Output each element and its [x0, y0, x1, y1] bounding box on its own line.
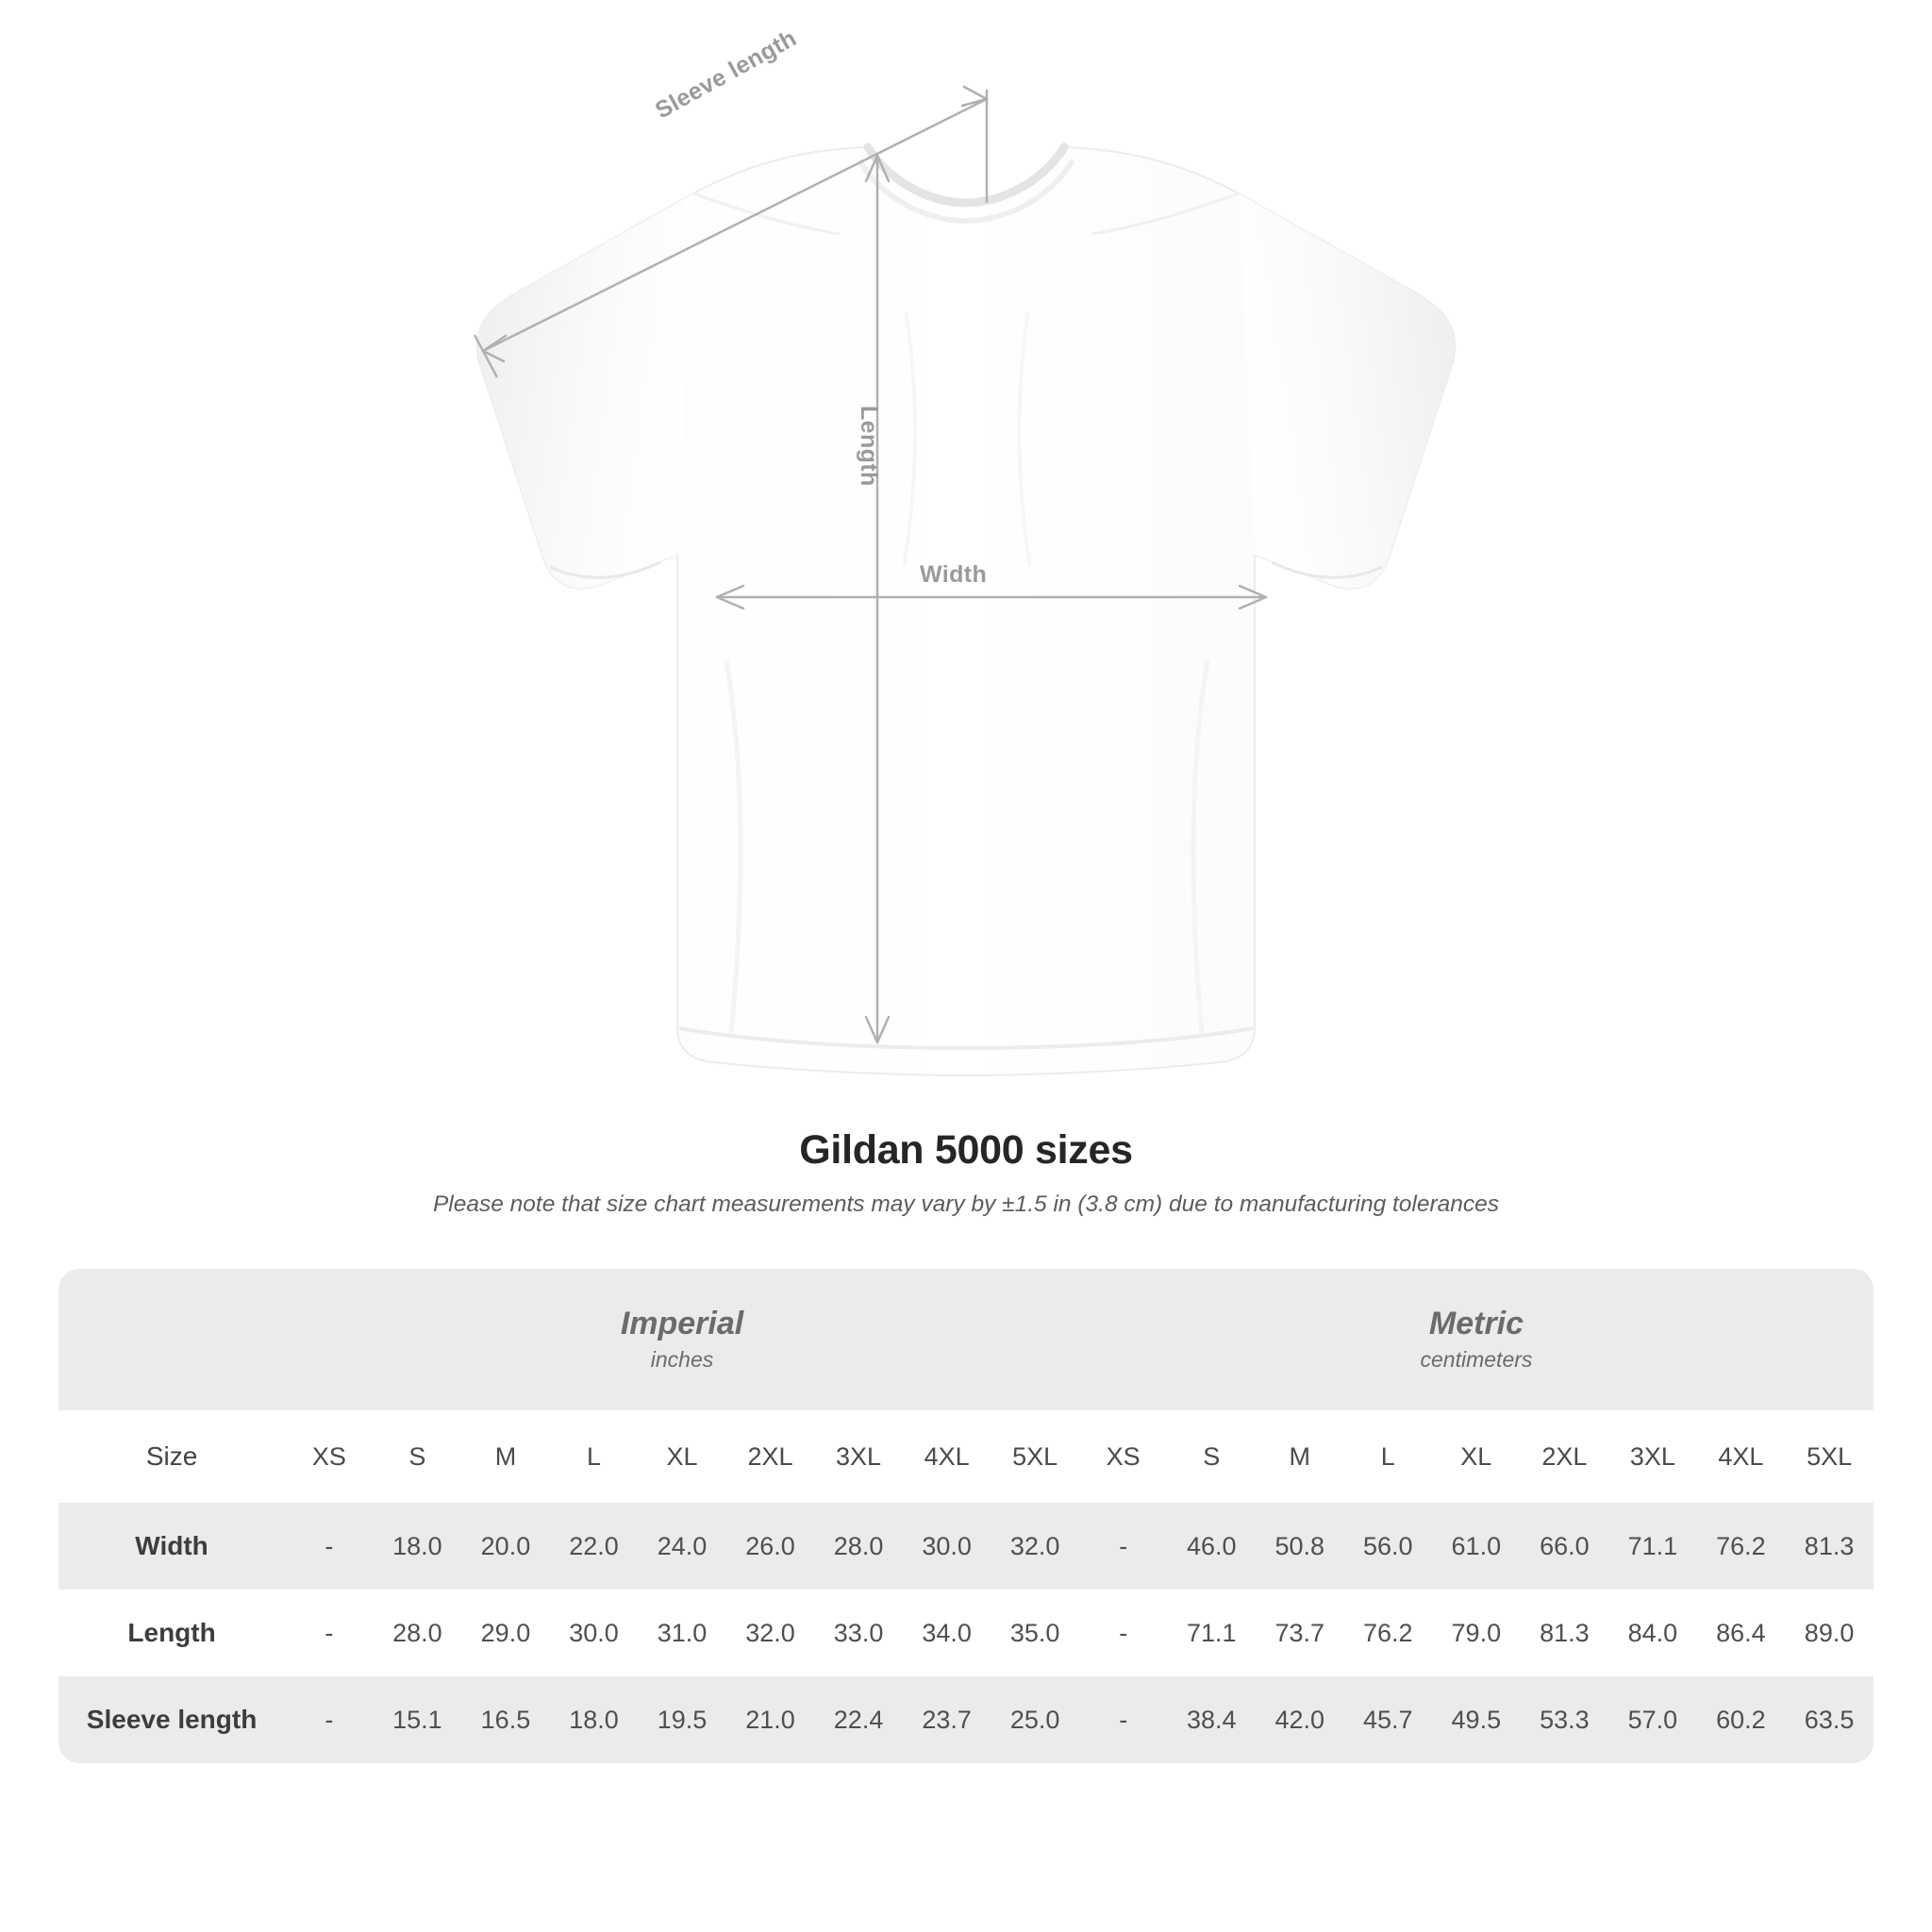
cell-length-imperial-2xl: 32.0 — [726, 1590, 815, 1676]
cell-length-metric-l: 76.2 — [1344, 1590, 1433, 1676]
size-col-imperial-l: L — [550, 1410, 639, 1503]
cell-sleeve-imperial-5xl: 25.0 — [991, 1676, 1079, 1763]
cell-sleeve-imperial-m: 16.5 — [461, 1676, 550, 1763]
imperial-name: Imperial — [620, 1305, 744, 1341]
cell-width-metric-xs: - — [1079, 1503, 1168, 1590]
cell-width-imperial-xs: - — [285, 1503, 374, 1590]
cell-width-imperial-m: 20.0 — [461, 1503, 550, 1590]
table-row — [58, 1676, 1874, 1763]
size-col-metric-3xl: 3XL — [1608, 1410, 1697, 1503]
cell-length-imperial-4xl: 34.0 — [903, 1590, 991, 1676]
cell-sleeve-metric-xl: 49.5 — [1432, 1676, 1521, 1763]
size-col-imperial-xs: XS — [285, 1410, 374, 1503]
size-col-metric-xl: XL — [1432, 1410, 1521, 1503]
sleeve-length-label: Sleeve length — [651, 25, 802, 125]
cell-length-imperial-5xl: 35.0 — [991, 1590, 1079, 1676]
cell-sleeve-imperial-s: 15.1 — [374, 1676, 462, 1763]
cell-width-metric-4xl: 76.2 — [1697, 1503, 1786, 1590]
size-col-imperial-xl: XL — [638, 1410, 726, 1503]
cell-length-metric-3xl: 84.0 — [1608, 1590, 1697, 1676]
size-col-imperial-3xl: 3XL — [814, 1410, 903, 1503]
cell-length-imperial-l: 30.0 — [550, 1590, 639, 1676]
cell-width-metric-5xl: 81.3 — [1785, 1503, 1874, 1590]
size-col-metric-xs: XS — [1079, 1410, 1168, 1503]
cell-sleeve-metric-2xl: 53.3 — [1521, 1676, 1609, 1763]
table-row — [58, 1503, 1874, 1590]
size-header-row — [58, 1410, 1874, 1503]
cell-width-imperial-5xl: 32.0 — [991, 1503, 1079, 1590]
cell-width-imperial-3xl: 28.0 — [814, 1503, 903, 1590]
cell-sleeve-metric-l: 45.7 — [1344, 1676, 1433, 1763]
cell-length-metric-5xl: 89.0 — [1785, 1590, 1874, 1676]
size-label-cell: Size — [58, 1410, 285, 1503]
cell-sleeve-imperial-3xl: 22.4 — [814, 1676, 903, 1763]
cell-width-metric-l: 56.0 — [1344, 1503, 1433, 1590]
size-col-imperial-2xl: 2XL — [726, 1410, 815, 1503]
unit-header-imperial — [285, 1269, 1079, 1410]
size-col-metric-m: M — [1256, 1410, 1344, 1503]
cell-sleeve-imperial-xs: - — [285, 1676, 374, 1763]
unit-header-row — [58, 1269, 1874, 1410]
length-label: Length — [856, 406, 882, 487]
cell-width-imperial-s: 18.0 — [374, 1503, 462, 1590]
cell-width-imperial-4xl: 30.0 — [903, 1503, 991, 1590]
cell-length-metric-xs: - — [1079, 1590, 1168, 1676]
cell-width-metric-s: 46.0 — [1167, 1503, 1256, 1590]
cell-length-metric-4xl: 86.4 — [1697, 1590, 1786, 1676]
title-block — [0, 1127, 1932, 1218]
cell-length-imperial-3xl: 33.0 — [814, 1590, 903, 1676]
cell-length-imperial-xs: - — [285, 1590, 374, 1676]
tolerance-note: Please note that size chart measurements may vary by ±1.5 in (3.8 cm) due to manufacturing tolerances — [432, 1191, 1500, 1217]
size-col-metric-s: S — [1167, 1410, 1256, 1503]
cell-width-metric-m: 50.8 — [1256, 1503, 1344, 1590]
cell-sleeve-metric-xs: - — [1079, 1676, 1168, 1763]
row-label-length: Length — [58, 1590, 285, 1676]
cell-sleeve-imperial-l: 18.0 — [550, 1676, 639, 1763]
cell-width-imperial-xl: 24.0 — [638, 1503, 726, 1590]
cell-width-metric-xl: 61.0 — [1432, 1503, 1521, 1590]
metric-name: Metric — [1428, 1305, 1524, 1341]
size-col-metric-5xl: 5XL — [1785, 1410, 1874, 1503]
size-col-imperial-4xl: 4XL — [903, 1410, 991, 1503]
size-col-imperial-5xl: 5XL — [991, 1410, 1079, 1503]
cell-sleeve-metric-4xl: 60.2 — [1697, 1676, 1786, 1763]
cell-sleeve-metric-m: 42.0 — [1256, 1676, 1344, 1763]
unit-header-metric — [1079, 1269, 1874, 1410]
cell-length-metric-m: 73.7 — [1256, 1590, 1344, 1676]
cell-sleeve-imperial-xl: 19.5 — [638, 1676, 726, 1763]
width-label: Width — [920, 561, 988, 588]
cell-length-imperial-s: 28.0 — [374, 1590, 462, 1676]
table-row — [58, 1590, 1874, 1676]
row-label-sleeve-length: Sleeve length — [58, 1676, 285, 1763]
imperial-sub: inches — [650, 1347, 714, 1373]
unit-header-spacer — [58, 1269, 285, 1410]
row-label-width: Width — [58, 1503, 285, 1590]
size-table — [58, 1269, 1874, 1763]
cell-width-metric-2xl: 66.0 — [1521, 1503, 1609, 1590]
cell-length-metric-xl: 79.0 — [1432, 1590, 1521, 1676]
size-col-metric-l: L — [1344, 1410, 1433, 1503]
cell-length-metric-2xl: 81.3 — [1521, 1590, 1609, 1676]
size-col-metric-2xl: 2XL — [1521, 1410, 1609, 1503]
cell-width-imperial-2xl: 26.0 — [726, 1503, 815, 1590]
page-title: Gildan 5000 sizes — [799, 1127, 1133, 1173]
cell-width-imperial-l: 22.0 — [550, 1503, 639, 1590]
cell-width-metric-3xl: 71.1 — [1608, 1503, 1697, 1590]
cell-sleeve-imperial-4xl: 23.7 — [903, 1676, 991, 1763]
cell-sleeve-metric-s: 38.4 — [1167, 1676, 1256, 1763]
size-col-imperial-s: S — [374, 1410, 462, 1503]
size-col-metric-4xl: 4XL — [1697, 1410, 1786, 1503]
size-col-imperial-m: M — [461, 1410, 550, 1503]
cell-sleeve-metric-3xl: 57.0 — [1608, 1676, 1697, 1763]
cell-sleeve-imperial-2xl: 21.0 — [726, 1676, 815, 1763]
cell-length-imperial-xl: 31.0 — [638, 1590, 726, 1676]
cell-length-metric-s: 71.1 — [1167, 1590, 1256, 1676]
cell-sleeve-metric-5xl: 63.5 — [1785, 1676, 1874, 1763]
metric-sub: centimeters — [1420, 1347, 1533, 1373]
size-table-container — [58, 1269, 1874, 1763]
cell-length-imperial-m: 29.0 — [461, 1590, 550, 1676]
